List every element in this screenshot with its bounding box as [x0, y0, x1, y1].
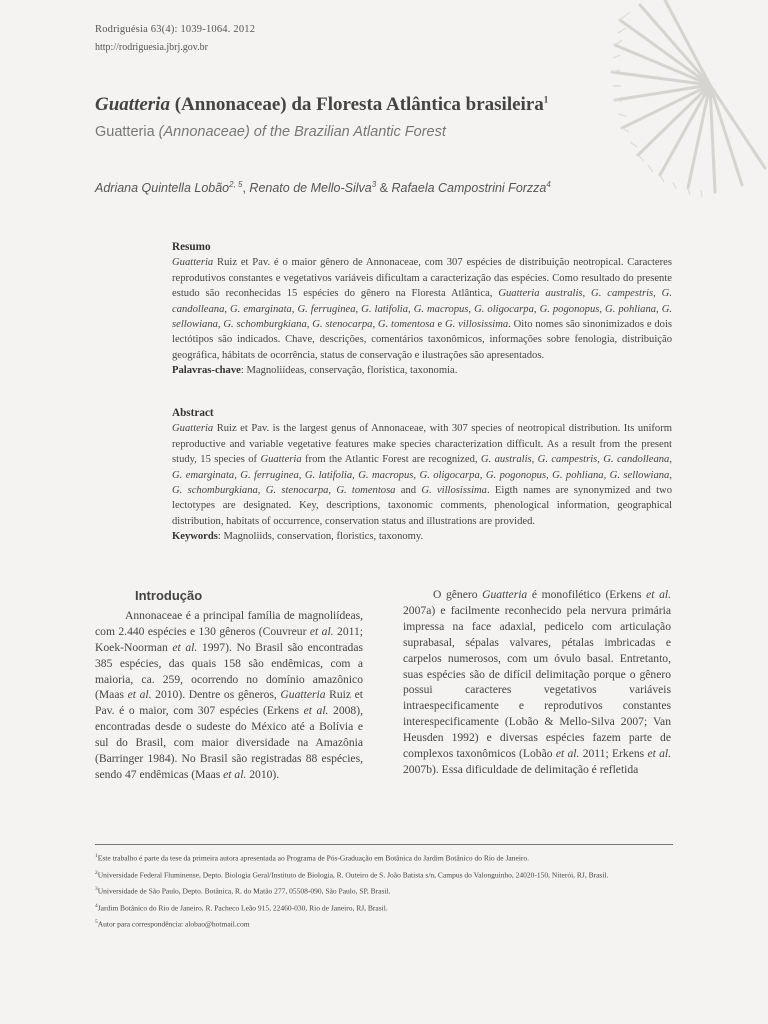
resumo-text [172, 255, 672, 363]
footnote-text: Universidade de São Paulo, Depto. Botânica, R. do Matão 277, 05508-090, São Paulo, SP, Brasil. [97, 886, 391, 896]
abstract-genus: Guatteria [172, 423, 214, 435]
author-3: Rafaela Campostrini Forzza [391, 181, 547, 196]
abstract-conj: and [395, 485, 422, 497]
abstract-last-species: G. villosissima [421, 485, 487, 497]
title-footnote-marker: 1 [543, 94, 549, 105]
intro-text-g: 2010). [246, 767, 280, 781]
intro-etal: et al. [127, 688, 152, 702]
footnote-number: 1 [95, 853, 98, 859]
resumo-keywords [172, 363, 672, 378]
intro-column [95, 588, 363, 783]
abstract-text [172, 421, 672, 529]
footnote-number: 2 [95, 869, 98, 876]
abstract-heading: Abstract [172, 407, 214, 419]
second-column [403, 587, 671, 778]
abstract-species-list: G. australis, G. campestris, G. candolleana, G. emarginata, G. ferruginea, G. latifolia, G. macropus, G. oligocarpa, G. pogonopus, G. pohliana, G. sellowiana, G. schomburgkiana, G. stenocarpa, G. tomentosa [172, 454, 672, 497]
author-2-affil: 3 [371, 180, 377, 189]
abstract-keywords-text: : Magnoliids, conservation, floristics, taxonomy. [217, 531, 424, 543]
intro-text-c: 1997). No Brasil são encontradas 385 espécies, das quais 158 são endêmicas, com a maioria, ca. 259, ocorrendo no domínio amazônico (Maas [95, 640, 364, 702]
intro-etal: et al. [303, 704, 329, 718]
subtitle-family: (Annonaceae) [154, 124, 250, 140]
col2-text-a: O gênero [433, 588, 483, 601]
footnote-number: 5 [95, 919, 98, 925]
intro-text-e: Ruiz et Pav. é o maior, com 307 espécies (Erkens [95, 688, 364, 718]
footnote-item [95, 916, 675, 931]
abstract-text-part: Ruiz et Pav. is the largest genus of Annonaceae, with 307 species of neotropical distribution. Its uniform reproductive and variable vegetative features make species characterization difficult. As a result from the present study, 15 species of [172, 423, 672, 466]
resumo-conj: e [434, 319, 445, 331]
intro-text-d: 2010). Dentre os gêneros, [151, 688, 281, 702]
resumo-text-end: . Oito nomes são sinonimizados e dois lectótipos são indicados. Chave, descrições, comentários taxonômicos, informações sobre fenologia, distribuição geográfica, hábitats de ocorrência, status de conservação e ilustrações são apresentados. [172, 319, 673, 361]
footnote-divider [95, 844, 673, 845]
col2-text-e: 2007b). Essa dificuldade de delimitação é refletida [403, 762, 639, 776]
resumo-heading: Resumo [172, 241, 211, 253]
abstract-text-part-2: from the Atlantic Forest are recognized, [301, 454, 481, 466]
col2-text-c: 2007a) e facilmente reconhecido pela nervura primária impressa na face adaxial, pedicelo com articulação suprabasal, sépalas valvares, pétalas imbricadas e carpelos numerosos, com um óvulo basal. Entretanto, suas espécies são de difícil delimitação porque o gênero possui caracteres vegetativos variáveis intraespecificamente e reprodutivos constantes interespecificamente (Lobão & Mello-Silva 2007; Van Heusden 1992) e diversas espécies fazem parte de complexos taxonômicos (Lobão [403, 603, 671, 761]
footnote-item [95, 883, 675, 898]
col2-etal: et al. [555, 747, 580, 761]
resumo-section [172, 240, 672, 379]
intro-etal: et al. [172, 640, 198, 654]
footnote-text: Autor para correspondência: alobao@hotmail.com [97, 919, 250, 929]
col2-paragraph [403, 587, 671, 778]
intro-text-b: 2011; Koek-Noorman [95, 624, 363, 654]
journal-url: http://rodriguesia.jbrj.gov.br [95, 42, 208, 53]
resumo-species-list: Guatteria australis, G. campestris, G. candolleana, G. emarginata, G. ferruginea, G. latifolia, G. macropus, G. oligocarpa, G. pogonopus, G. pohliana, G. sellowiana, G. schomburgkiana, G. stenocarpa, G. tomentosa [172, 288, 672, 331]
col2-etal: et al. [647, 747, 672, 761]
title-genus: Guatteria [95, 94, 170, 115]
author-1-affil: 2, 5 [229, 180, 243, 189]
author-separator: , [242, 181, 250, 196]
footnote-number: 3 [95, 886, 98, 892]
resumo-last-species: G. villosissima [445, 319, 509, 331]
abstract-text-end: . Eigth names are synonymized and two lectotypes are designated. Key, descriptions, taxonomic comments, phenological information, geographical distribution, habitats of occurrence, conservation status and illustrations are provided. [172, 485, 672, 527]
author-1: Adriana Quintella Lobão [95, 181, 230, 196]
subtitle-rest: of the Brazilian Atlantic Forest [249, 124, 446, 140]
col2-genus: Guatteria [482, 588, 528, 601]
intro-text-f: 2008), encontradas desde o sudeste do México até a Bolívia e sul do Brasil, com maior diversidade na Amazônia (Barringer 1984). No Brasil são registradas 88 espécies, sendo 47 endêmicas (Maas [95, 704, 363, 781]
col2-etal: et al. [646, 588, 671, 601]
author-list [95, 180, 695, 195]
subtitle-genus: Guatteria [95, 124, 155, 140]
author-2: Renato de Mello-Silva [249, 181, 372, 196]
intro-etal: et al. [309, 624, 334, 638]
col2-text-b: é monofilético (Erkens [527, 588, 647, 601]
intro-text-a: Annonaceae é a principal família de magnoliídeas, com 2.440 espécies e 130 gêneros (Couvreur [95, 608, 363, 638]
abstract-genus-2: Guatteria [260, 454, 302, 466]
resumo-keywords-label: Palavras-chave [172, 365, 241, 377]
resumo-genus: Guatteria [172, 257, 214, 269]
paper-subtitle [95, 124, 655, 140]
footnotes [95, 850, 675, 933]
resumo-keywords-text: : Magnoliídeas, conservação, florística, taxonomia. [240, 365, 458, 377]
resumo-text-part: Ruiz et Pav. é o maior gênero de Annonaceae, com 307 espécies de distribuição neotropical. Caracteres reprodutivos constantes e vegetativos variáveis dificultam a caracterização das espécies. Como resultado do presente estudo são reconhecidas 15 espécies do gênero na Floresta Atlântica, [172, 257, 672, 300]
title-rest: (Annonaceae) da Floresta Atlântica brasileira [169, 94, 544, 115]
intro-paragraph [95, 608, 363, 783]
paper-title [95, 94, 655, 116]
footnote-text: Jardim Botânico do Rio de Janeiro, R. Pacheco Leão 915, 22460-030, Rio de Janeiro, RJ, Brasil. [97, 903, 388, 912]
author-ampersand: & [376, 181, 392, 196]
intro-genus: Guatteria [280, 688, 326, 702]
abstract-section [172, 406, 672, 545]
footnote-text: Universidade Federal Fluminense, Depto. Biologia Geral/Instituto de Biologia, R. Outeiro de S. João Batista s/n, Campus do Valonguinho, 24020-150, Niterói, RJ, Brasil. [97, 870, 609, 879]
intro-heading: Introdução [135, 588, 203, 603]
footnote-number: 4 [95, 902, 98, 909]
footnote-text: Este trabalho é parte da tese da primeira autora apresentada ao Programa de Pós-Graduação em Botânica do Jardim Botânico do Rio de Janeiro. [97, 853, 530, 863]
footnote-item [95, 900, 675, 915]
footnote-item [95, 867, 675, 882]
abstract-keywords [172, 529, 672, 544]
footnote-item [95, 850, 675, 865]
journal-citation: Rodriguésia 63(4): 1039-1064. 2012 [95, 24, 256, 35]
abstract-keywords-label: Keywords [172, 531, 218, 543]
author-3-affil: 4 [546, 180, 551, 189]
col2-text-d: 2011; Erkens [579, 747, 648, 761]
intro-etal: et al. [223, 767, 247, 781]
